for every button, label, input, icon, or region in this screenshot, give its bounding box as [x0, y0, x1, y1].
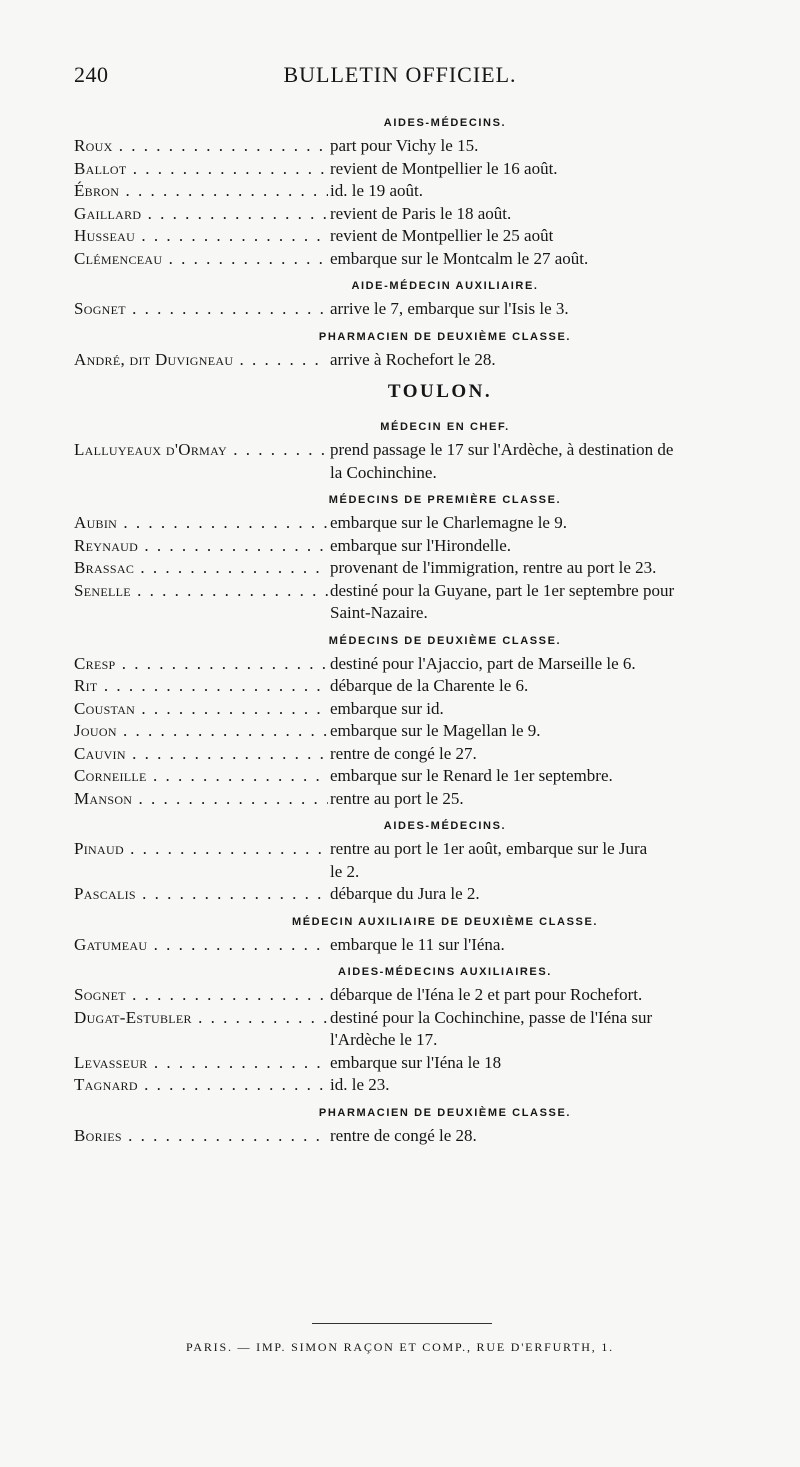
personnel-name: Jouon . . .: [74, 720, 328, 743]
personnel-name: Reynaud . . .: [74, 535, 328, 558]
personnel-entry: [74, 1007, 786, 1052]
personnel-name: Ballot . . .: [74, 158, 328, 181]
movement-description: rentre au port le 1er août, embarque sur le Jura le 2.: [330, 839, 648, 881]
movement-description: débarque de l'Iéna le 2 et part pour Rochefort.: [330, 985, 643, 1004]
section-heading: MÉDECIN EN CHEF.: [380, 421, 510, 433]
personnel-entry: [74, 883, 786, 906]
movement-description: embarque sur le Montcalm le 27 août.: [330, 248, 589, 268]
movement-description: id. le 19 août.: [330, 181, 424, 200]
personnel-entry: [74, 557, 786, 580]
personnel-entry: [74, 698, 786, 721]
personnel-name: Gatumeau . . .: [74, 934, 328, 957]
personnel-name: Dugat-Estubler . . .: [74, 1007, 328, 1030]
personnel-name: Aubin . . .: [74, 512, 328, 535]
personnel-entry: [74, 135, 786, 158]
movement-description: débarque de la Charente le 6.: [330, 676, 529, 695]
personnel-name: Pascalis . . .: [74, 883, 328, 906]
section-heading: MÉDECINS DE DEUXIÈME CLASSE.: [328, 634, 562, 647]
footer-divider: [312, 1323, 492, 1324]
movement-description: embarque sur le Renard le 1er septembre.: [330, 766, 613, 785]
personnel-entry: [74, 1052, 786, 1075]
movement-description: prend passage le 17 sur l'Ardèche, à destination de la Cochinchine.: [330, 440, 674, 482]
personnel-name: Clémenceau . . .: [74, 248, 328, 271]
section-heading: MÉDECIN AUXILIAIRE DE DEUXIÈME CLASSE.: [291, 915, 599, 928]
personnel-entry: [74, 248, 786, 271]
movement-description: revient de Montpellier le 25 août: [330, 226, 554, 245]
personnel-entry: [74, 512, 786, 535]
personnel-name: Levasseur . . .: [74, 1052, 328, 1075]
movement-description: embarque sur id.: [330, 698, 444, 718]
movement-description: destiné pour l'Ajaccio, part de Marseille le 6.: [330, 653, 636, 673]
movement-description: embarque le 11 sur l'Iéna.: [330, 934, 505, 954]
personnel-name: André, dit Duvigneau . . .: [74, 349, 328, 372]
personnel-entry: [74, 743, 786, 766]
page-header: [0, 62, 800, 98]
personnel-name: Tagnard . . .: [74, 1074, 328, 1097]
movement-description: revient de Montpellier le 16 août.: [330, 158, 558, 178]
running-title: BULLETIN OFFICIEL.: [283, 62, 517, 87]
personnel-name: Brassac . . .: [74, 557, 328, 580]
movement-description: provenant de l'immigration, rentre au port le 23.: [330, 558, 657, 577]
movement-description: embarque sur l'Hirondelle.: [330, 535, 512, 555]
personnel-name: Corneille . . .: [74, 765, 328, 788]
city-heading: TOULON.: [387, 381, 493, 402]
document-body: [74, 107, 786, 1147]
personnel-name: Gaillard . . .: [74, 203, 328, 226]
personnel-entry: [74, 158, 786, 181]
movement-description: revient de Paris le 18 août.: [330, 203, 512, 223]
section-heading: AIDES-MÉDECINS.: [383, 117, 507, 129]
personnel-name: Roux . . .: [74, 135, 328, 158]
movement-description: rentre de congé le 27.: [330, 743, 477, 763]
movement-description: part pour Vichy le 15.: [330, 136, 479, 155]
movement-description: embarque sur le Magellan le 9.: [330, 721, 541, 740]
personnel-entry: [74, 675, 786, 698]
personnel-name: Senelle . . .: [74, 580, 328, 603]
personnel-name: Pinaud . . .: [74, 838, 328, 861]
personnel-entry: [74, 653, 786, 676]
personnel-name: Coustan . . .: [74, 698, 328, 721]
personnel-entry: [74, 180, 786, 203]
personnel-name: Ébron . . .: [74, 180, 328, 203]
personnel-entry: [74, 1125, 786, 1148]
personnel-entry: [74, 225, 786, 248]
section-heading: PHARMACIEN DE DEUXIÈME CLASSE.: [318, 1106, 572, 1119]
personnel-entry: [74, 934, 786, 957]
personnel-name: Manson . . .: [74, 788, 328, 811]
section-heading: PHARMACIEN DE DEUXIÈME CLASSE.: [318, 330, 572, 343]
movement-description: destiné pour la Guyane, part le 1er septembre pour Saint-Nazaire.: [330, 580, 675, 622]
personnel-name: Rit . . .: [74, 675, 328, 698]
page-number: 240: [74, 62, 109, 87]
personnel-name: Lalluyeaux d'Ormay . . .: [74, 439, 328, 462]
section-heading: AIDES-MÉDECINS AUXILIAIRES.: [338, 966, 552, 978]
movement-description: rentre de congé le 28.: [330, 1125, 477, 1145]
movement-description: destiné pour la Cochinchine, passe de l'Iéna sur l'Ardèche le 17.: [330, 1007, 653, 1049]
personnel-entry: [74, 535, 786, 558]
personnel-name: Sognet . . .: [74, 298, 328, 321]
movement-description: débarque du Jura le 2.: [330, 884, 480, 903]
printer-imprint: PARIS. — IMP. SIMON RAÇON ET COMP., RUE D'ERFURTH, 1.: [186, 1340, 614, 1354]
movement-description: arrive le 7, embarque sur l'Isis le 3.: [330, 299, 569, 318]
personnel-entry: [74, 765, 786, 788]
personnel-entry: [74, 1074, 786, 1097]
movement-description: rentre au port le 25.: [330, 788, 464, 808]
movement-description: id. le 23.: [330, 1075, 390, 1094]
personnel-name: Bories . . .: [74, 1125, 328, 1148]
personnel-name: Husseau . . .: [74, 225, 328, 248]
personnel-name: Cauvin . . .: [74, 743, 328, 766]
personnel-name: Cresp . . .: [74, 653, 328, 676]
movement-description: embarque sur le Charlemagne le 9.: [330, 513, 567, 532]
section-heading: AIDE-MÉDECIN AUXILIAIRE.: [351, 280, 539, 292]
personnel-entry: [74, 203, 786, 226]
personnel-entry: [74, 984, 786, 1007]
personnel-entry: [74, 788, 786, 811]
section-heading: MÉDECINS DE PREMIÈRE CLASSE.: [328, 494, 562, 506]
personnel-name: Sognet . . .: [74, 984, 328, 1007]
personnel-entry: [74, 720, 786, 743]
personnel-entry: [74, 349, 786, 372]
personnel-entry: [74, 439, 786, 484]
movement-description: embarque sur l'Iéna le 18: [330, 1052, 502, 1072]
section-heading: AIDES-MÉDECINS.: [383, 820, 507, 832]
personnel-entry: [74, 838, 786, 883]
personnel-entry: [74, 298, 786, 321]
movement-description: arrive à Rochefort le 28.: [330, 349, 496, 369]
personnel-entry: [74, 580, 786, 625]
